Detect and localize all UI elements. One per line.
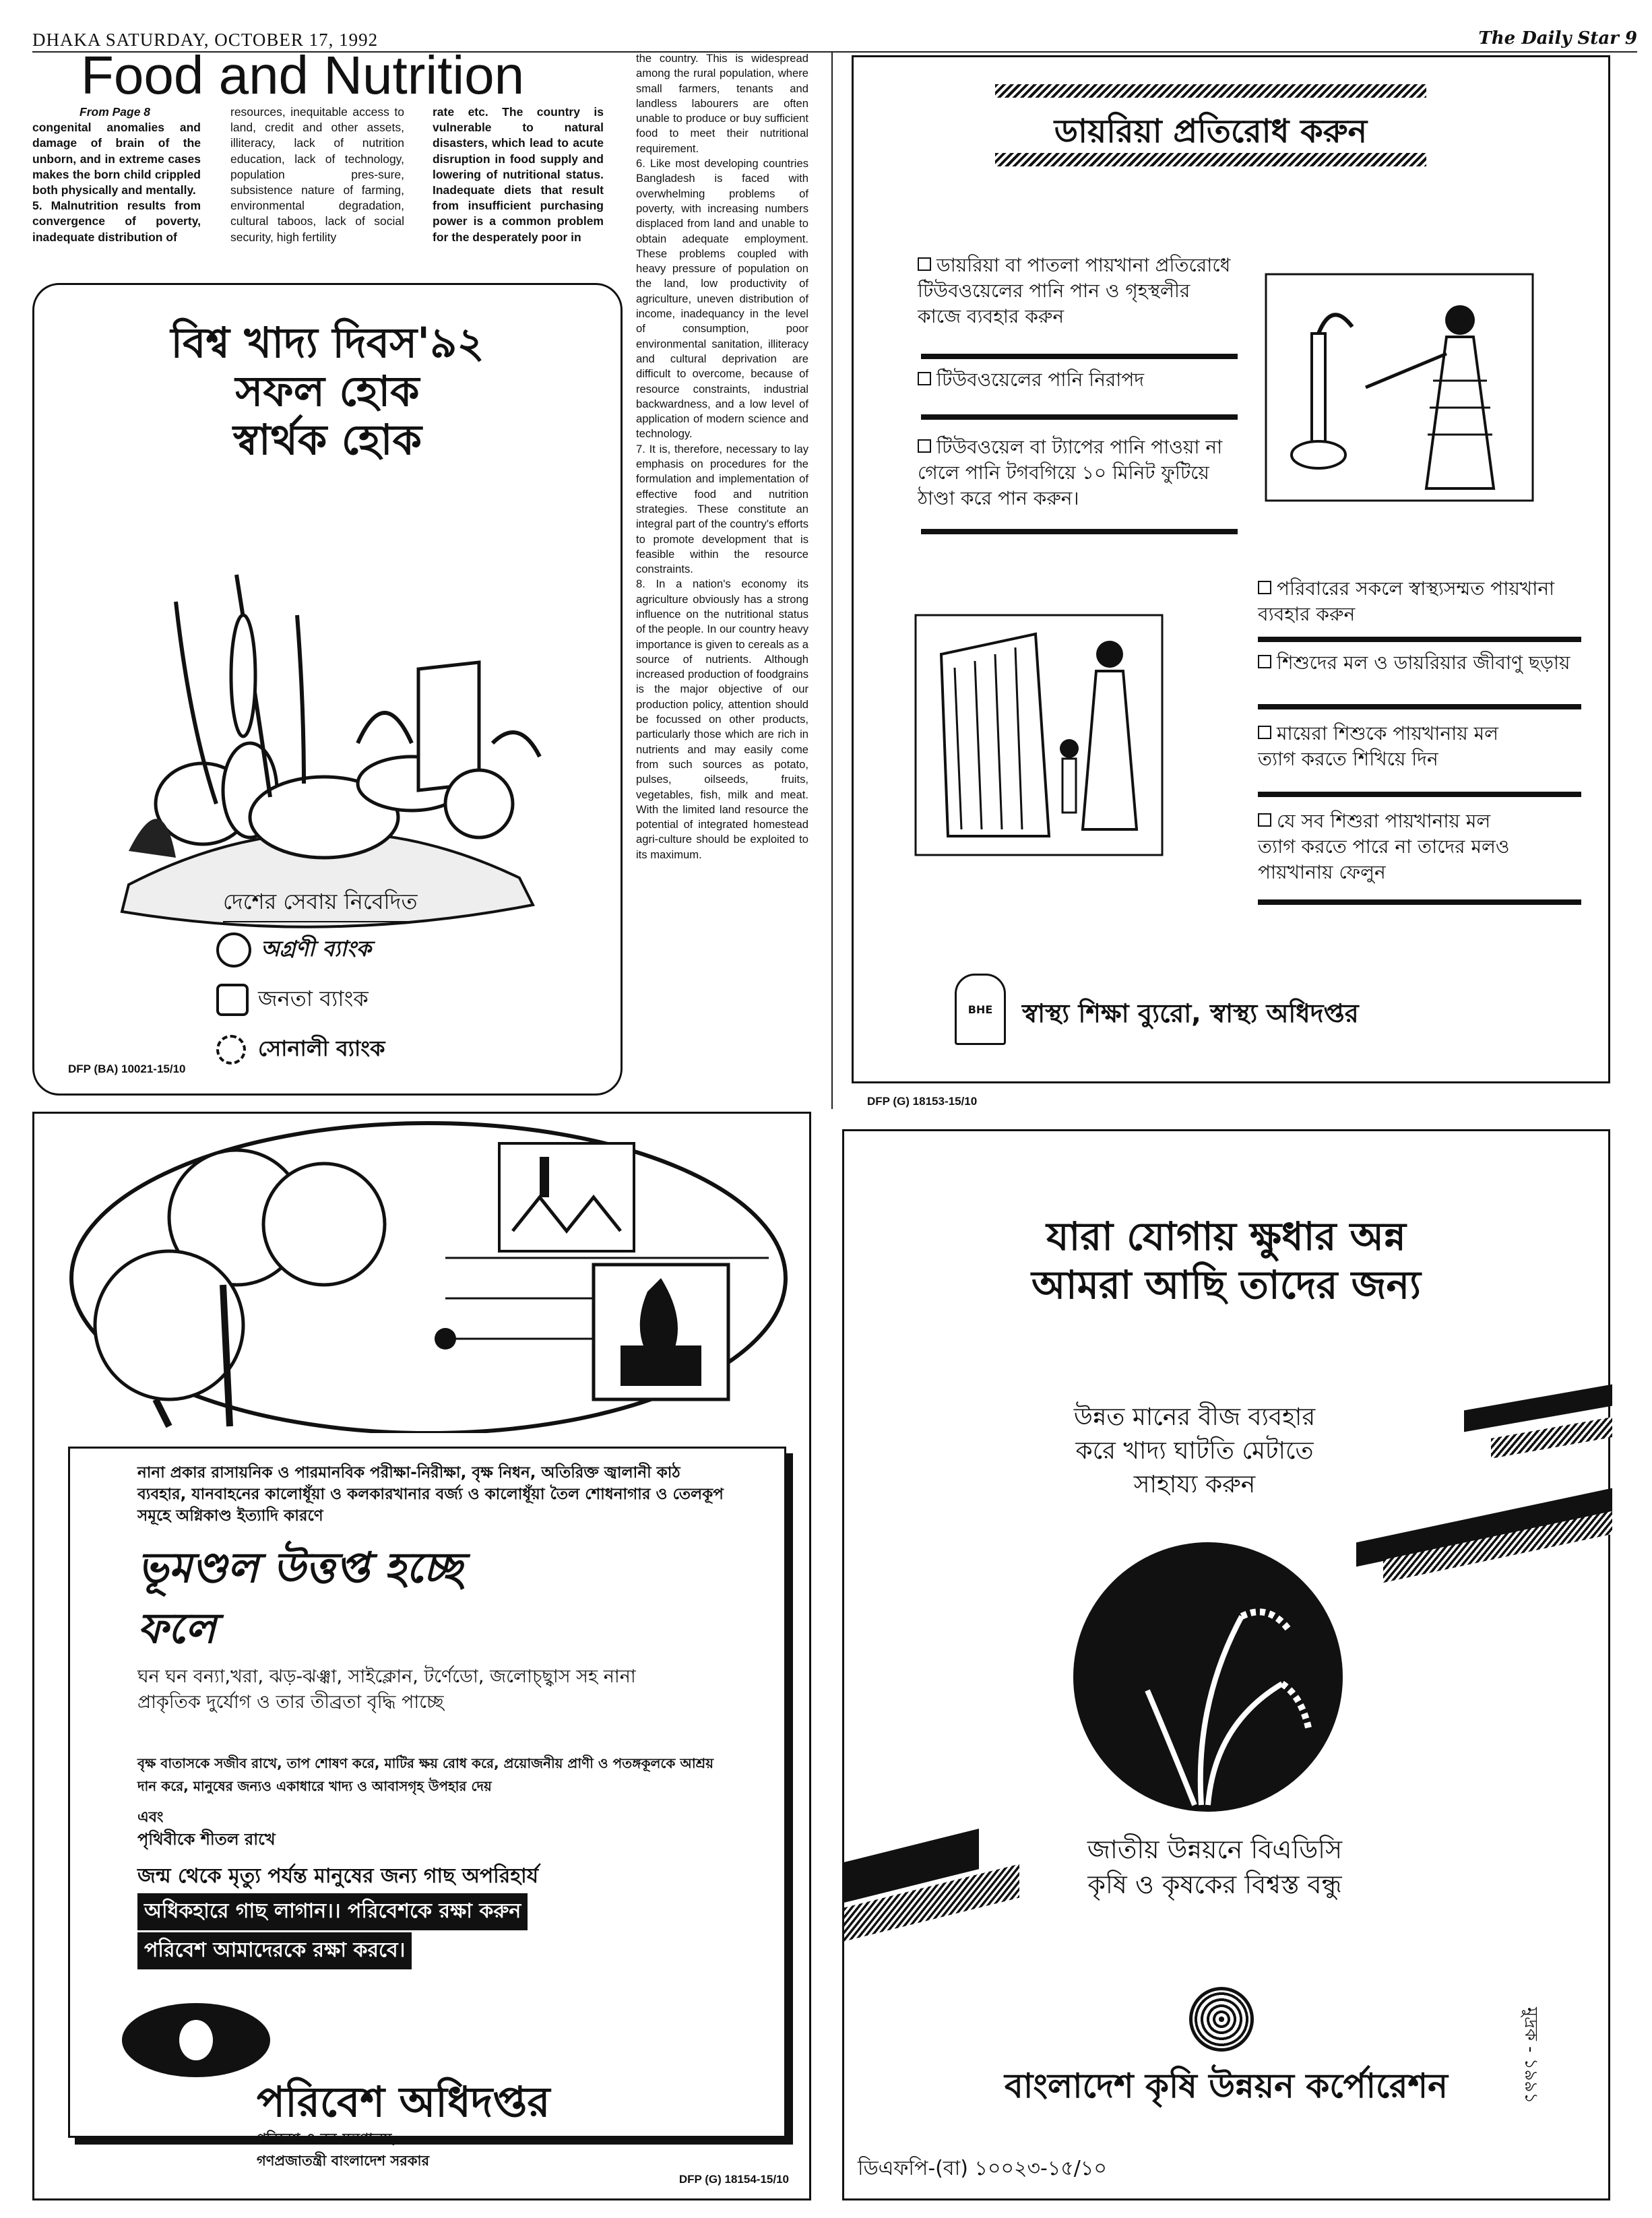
article-column-1 — [32, 104, 201, 247]
printer-note: মুদ্রক - ১৯৯১ — [1521, 2007, 1541, 2104]
environment-ad — [32, 1112, 811, 2200]
bank-item — [216, 932, 385, 968]
bank-name: অগ্রণী ব্যাংক — [261, 936, 371, 961]
tip-text: টিউবওয়েল বা ট্যাপের পানি পাওয়া না গেলে পানি টগবগিয়ে ১০ মিনিট ফুটিয়ে ঠাণ্ডা করে পান করুন। — [918, 436, 1223, 509]
ad-code: DFP (G) 18153-15/10 — [867, 1095, 978, 1108]
badc-tagline — [1006, 1832, 1424, 1902]
environment-intro: নানা প্রকার রাসায়নিক ও পারমানবিক পরীক্ষা-নিরীক্ষা, বৃক্ষ নিধন, অতিরিক্ত জ্বালানী কাঠ ব্যবহার, যানবাহনের কালোধূঁয়া ও কলকারখানার বর্জ্য ও কালোধূঁয়া তৈল শোধনাগার ও তেলকূপ সমূহে অগ্নিকাণ্ড ইত্যাদি কারণে — [137, 1464, 724, 1525]
divider — [921, 354, 1238, 359]
article-title: Food and Nutrition — [81, 45, 525, 105]
headline-line: সফল হোক — [235, 367, 420, 416]
latrine-illustration — [914, 614, 1164, 856]
divider — [1258, 792, 1581, 797]
article-column-4 — [636, 51, 808, 864]
bank-name: জনতা ব্যাংক — [258, 986, 369, 1011]
sub-line: উন্নত মানের বীজ ব্যবহার — [1073, 1403, 1316, 1431]
checkbox-icon — [918, 257, 931, 271]
badc-headline — [844, 1212, 1608, 1309]
column-text: the country. This is widespread among the rural population, where small farmers, tenants and landless labourers are often unable to produce or buy sufficient food to meet their nutritional requirement. 6. Like most developing countries Bangladesh is faced with overwhelming problems of poverty, with increasing numbers displaced from land and unable to obtain adequate employment. These problems coupled with heavy pressure of population on the land, low productivity of agriculture, uneven distribution of income, inadequancy in the level of consumption, poor environmental sanitation, illiteracy and cultural deprivation are difficult to overcome, because of resource constraints, industrial backwardness, and a low level of application of modern science and technology. 7. It is, therefore, necessary to lay emphasis on procedures for the formulation and implementation of effective food and nutrition strategies. These constitute an integral part of the country's efforts to promote development that is feasible within the resource constraints. 8. In a nation's economy its agriculture obviously has a strong influence on the nutritional status of the people. In our country heavy importance is given to cereals as a source of nutrients. Although increased production of foodgrains is the major objective of our production policy, attention should be focussed on other products, particularly those which are rich in nutrients and may easily come from such sources as potato, pulses, oilseeds, fruits, vegetables, fish, milk and meat. With the limited land resource the potential of integrated homestead agri-culture should be exploited to its maximum. — [636, 52, 808, 861]
government-name: গণপ্রজাতন্ত্রী বাংলাদেশ সরকার — [257, 2153, 430, 2169]
column-text: rate etc. The country is vulnerable to natural disasters, which lead to acute disruption in food supply and lowering of nutritional status. Inadequate diets that result from insufficient purchasing power is a common problem for the desperately poor in — [433, 105, 604, 244]
forest-factory-illustration — [68, 1116, 789, 1433]
bank-item — [216, 982, 385, 1018]
tagline-line: জাতীয় উন্নয়নে বিএডিসি — [1087, 1835, 1343, 1864]
doe-logo-icon — [122, 2003, 270, 2077]
ad-code: DFP (BA) 10021-15/10 — [68, 1063, 186, 1075]
tip-item — [918, 253, 1234, 329]
tip-text: পরিবারের সকলে স্বাস্থ্যসম্মত পায়খানা ব্যবহার করুন — [1258, 577, 1555, 625]
badc-subheadline — [999, 1401, 1390, 1502]
divider — [1258, 899, 1581, 905]
ad-code: DFP (G) 18154-15/10 — [678, 2173, 789, 2186]
disasters-paragraph: ঘন ঘন বন্যা,খরা, ঝড়-ঝঞ্ঝা, সাইক্লোন, টর্ণেডো, জলোচ্ছ্বাস সহ নানা প্রাকৃতিক দুর্যোগ ও তার তীব্রতা বৃদ্ধি পাচ্ছে — [137, 1666, 636, 1713]
divider — [1258, 704, 1581, 709]
rice-plant-emblem — [1067, 1535, 1349, 1818]
sonali-bank-logo-icon — [216, 1035, 246, 1065]
tip-item — [1258, 650, 1588, 676]
article-column-2 — [230, 104, 404, 247]
column-text: resources, inequitable access to land, credit and other assets, illiteracy, lack of nutrition education, lack of technology, population pres-sure, subsistence nature of farming, environmental degradation, cultural taboos, lack of social security, high fertility — [230, 105, 404, 244]
column-text: congenital anomalies and damage of brain of the unborn, and in extreme cases makes the born child crippled both physically and mentally. 5. Malnutrition results from convergence of poverty, inadequate distribution of — [32, 121, 201, 244]
divider — [1258, 637, 1581, 642]
divider — [921, 414, 1238, 420]
cools-earth-text: পৃথিবীকে শীতল রাখে — [137, 1830, 276, 1849]
sub-line: করে খাদ্য ঘাটতি মেটাতে — [1075, 1437, 1314, 1465]
bhe-logo-icon: BHE — [955, 974, 1006, 1045]
checkbox-icon — [918, 372, 931, 385]
badc-ad — [842, 1129, 1610, 2200]
and-text: এবং — [137, 1809, 164, 1826]
checkbox-icon — [1258, 726, 1271, 739]
article-column-3 — [433, 104, 604, 247]
dateline: DHAKA SATURDAY, OCTOBER 17, 1992 — [32, 30, 379, 50]
food-day-ad — [32, 283, 623, 1096]
tip-item — [1258, 576, 1581, 627]
bank-name: সোনালী ব্যাংক — [258, 1036, 385, 1061]
department-name: পরিবেশ অধিদপ্তর — [257, 2077, 550, 2126]
sub-line: সাহায্য করুন — [1133, 1471, 1256, 1498]
tip-item — [1258, 809, 1527, 885]
headline-line: যারা যোগায় ক্ষুধার অন্ন — [1046, 1213, 1406, 1259]
checkbox-icon — [1258, 581, 1271, 594]
column-divider — [831, 51, 833, 1109]
ministry-name: পরিবেশ ও বন-মন্ত্রণালয়, — [257, 2130, 398, 2147]
newspaper-name: The Daily Star 9 — [1478, 28, 1637, 49]
janata-bank-logo-icon — [216, 984, 249, 1016]
tip-item — [918, 367, 1234, 393]
ad-code: ডিএফপি-(বা) ১০০২৩-১৫/১০ — [858, 2157, 1107, 2180]
agrani-bank-logo-icon — [216, 932, 251, 968]
checkbox-icon — [1258, 655, 1271, 668]
plant-trees-banner: অধিকহারে গাছ লাগান।। পরিবেশকে রক্ষা করুন — [137, 1893, 528, 1930]
checkbox-icon — [1258, 813, 1271, 827]
hatch-band — [995, 84, 1426, 98]
diarrhoea-ad — [852, 55, 1610, 1108]
headline-line: বিশ্ব খাদ্য দিবস'৯২ — [170, 318, 484, 367]
diarrhoea-headline: ডায়রিয়া প্রতিরোধ করুন — [1054, 113, 1368, 150]
divider — [921, 529, 1238, 534]
bank-item — [216, 1032, 385, 1068]
protect-environment-banner: পরিবেশ আমাদেরকে রক্ষা করবে। — [137, 1932, 412, 1969]
tubewell-illustration — [1265, 273, 1534, 502]
tip-text: যে সব শিশুরা পায়খানায় মল ত্যাগ করতে পারে না তাদের মলও পায়খানায় ফেলুন — [1258, 810, 1510, 883]
tagline-line: কৃষি ও কৃষকের বিশ্বস্ত বন্ধু — [1087, 1870, 1342, 1899]
sponsor-name: স্বাস্থ্য শিক্ষা ব্যুরো, স্বাস্থ্য অধিদপ্তর — [1022, 999, 1359, 1028]
dedication-text: দেশের সেবায় নিবেদিত — [223, 885, 418, 922]
consequence-heading: ফলে — [137, 1604, 216, 1653]
hatch-band — [995, 153, 1426, 166]
headline-line: স্বার্থক হোক — [233, 415, 422, 464]
tip-item — [918, 435, 1241, 511]
tip-item — [1258, 721, 1527, 772]
continued-from: From Page 8 — [80, 105, 151, 119]
trees-essential-text: জন্ম থেকে মৃত্যু পর্যন্ত মানুষের জন্য গাছ অপরিহার্য — [137, 1864, 539, 1888]
tip-text: টিউবওয়েলের পানি নিরাপদ — [936, 369, 1145, 391]
organization-name: বাংলাদেশ কৃষি উন্নয়ন কর্পোরেশন — [1005, 2066, 1448, 2105]
checkbox-icon — [918, 439, 931, 453]
bank-list — [216, 932, 385, 1068]
headline-line: আমরা আছি তাদের জন্য — [1031, 1262, 1421, 1308]
tip-text: মায়েরা শিশুকে পায়খানায় মল ত্যাগ করতে শিখিয়ে দিন — [1258, 722, 1499, 770]
earth-warming-heading: ভূমণ্ডল উত্তপ্ত হচ্ছে — [137, 1543, 463, 1592]
tip-text: ডায়রিয়া বা পাতলা পায়খানা প্রতিরোধে টিউবওয়েলের পানি পান ও গৃহস্থলীর কাজে ব্যবহার করুন — [918, 254, 1231, 327]
tip-text: শিশুদের মল ও ডায়রিয়ার জীবাণু ছড়ায় — [1277, 652, 1570, 674]
food-day-headline — [34, 319, 621, 464]
trees-paragraph: বৃক্ষ বাতাসকে সজীব রাখে, তাপ শোষণ করে, মাটির ক্ষয় রোধ করে, প্রয়োজনীয় প্রাণী ও পতঙ্গকূলকে আশ্রয় দান করে, মানুষের জন্যও একাধারে খাদ্য ও আবাসগৃহ উপহার দেয় — [137, 1755, 713, 1794]
badc-logo-icon — [1189, 1987, 1254, 2052]
